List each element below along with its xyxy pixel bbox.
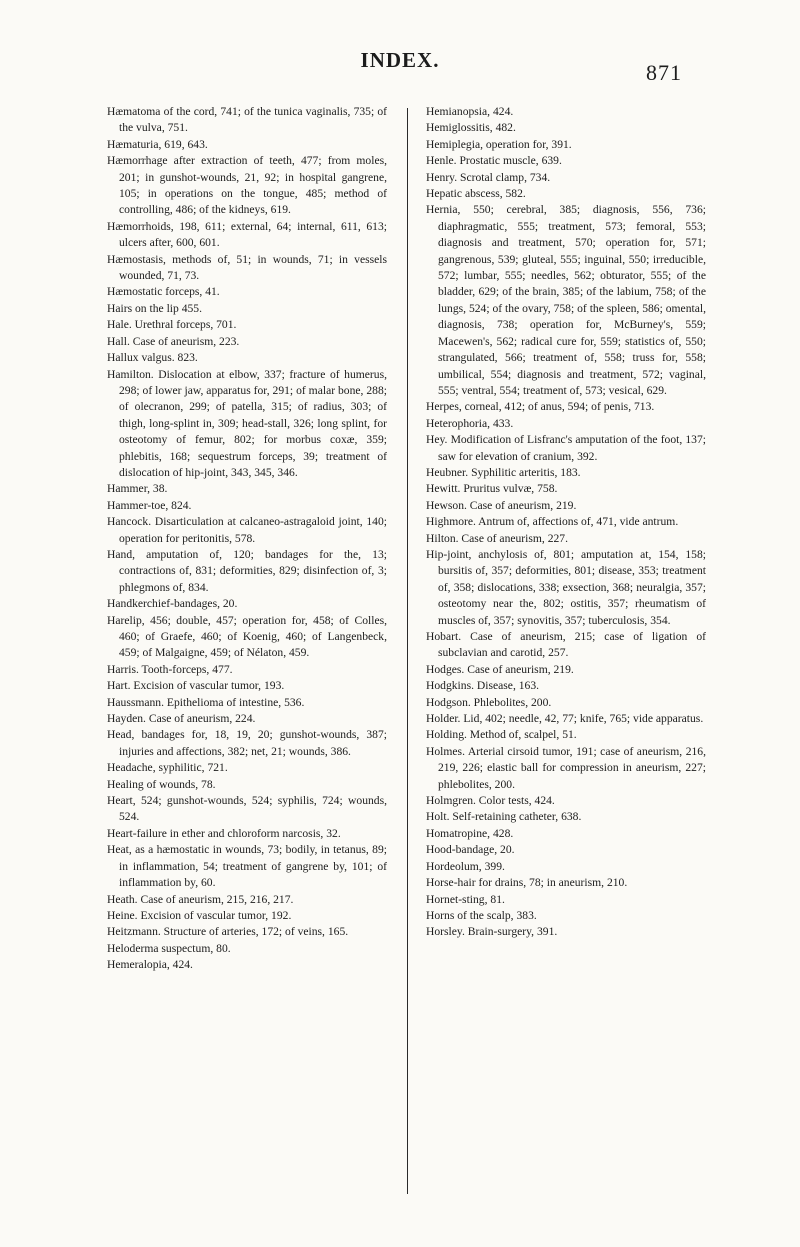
index-entry: Horns of the scalp, 383. [426,908,537,922]
index-entry: Homatropine, 428. [426,826,514,840]
page-number: 871 [646,60,682,85]
index-entry: Hodges. Case of aneurism, 219. [426,662,574,676]
index-entry: Henry. Scrotal clamp, 734. [426,170,551,184]
index-entry: Hobart. Case of aneurism, 215; case of ligation of subclavian and carotid, 257. [426,630,706,660]
index-entry: Hodgkins. Disease, 163. [426,679,540,693]
index-entry: Hilton. Case of aneurism, 227. [426,531,569,545]
running-head: INDEX. [360,48,440,72]
page-header [0,48,800,88]
index-entry: Haussmann. Epithelioma of intestine, 536. [107,695,305,709]
index-entry: Hemiplegia, operation for, 391. [426,137,572,151]
index-entry: Hæmatoma of the cord, 741; of the tunica vaginalis, 735; of the vulva, 751. [107,105,387,135]
index-entry: Hæmorrhoids, 198, 611; external, 64; internal, 611, 613; ulcers after, 600, 601. [107,219,387,250]
index-entry: Holding. Method of, scalpel, 51. [426,728,577,742]
index-entry: Hancock. Disarticulation at calcaneo-astragaloid joint, 140; operation for peritonitis, 578. [107,515,387,545]
index-entry: Heterophoria, 433. [426,416,514,430]
index-entry: Hernia, 550; cerebral, 385; diagnosis, 556, 736; diaphragmatic, 555; treatment, 573; femoral, 553; diagnosis and treatment, 570; operation for, 571; gangrenous, 539; gluteal, 555; inguinal, 550; irreducible, 572; lumbar, 555; needles, 562; obturator, 555; of the bladder, 629; of the brain, 385; of the labium, 758; of the lungs, 524; of the ovary, 758; of the spleen, 586; omental, diagnosis, 738; operation for, McBurney's, 559; Macewen's, 562; radical cure for, 559; statistics of, 550; strangulated, 566; treatment of, 558; truss for, 558; umbilical, 554; diagnosis and treatment, 572; vaginal, 555; ventral, 554; treatment of, 573; vesical, 629. [426,203,706,397]
index-entry: Hairs on the lip 455. [107,301,202,315]
index-entry: Holt. Self-retaining catheter, 638. [426,810,582,824]
index-entry: Hey. Modification of Lisfranc's amputation of the foot, 137; saw for elevation of cranium, 392. [426,433,706,463]
index-entry: Hood-bandage, 20. [426,843,515,857]
index-entry: Heat, as a hæmostatic in wounds, 73; bodily, in tetanus, 89; in inflammation, 54; treatment of gangrene by, 101; of inflammation by, 60. [107,843,387,890]
index-entry: Healing of wounds, 78. [107,777,216,791]
index-entry: Hodgson. Phlebolites, 200. [426,695,552,709]
index-entry: Hart. Excision of vascular tumor, 193. [107,679,285,693]
index-entry: Hall. Case of aneurism, 223. [107,334,240,348]
index-entry: Herpes, corneal, 412; of anus, 594; of penis, 713. [426,400,655,414]
index-entry: Horsley. Brain-surgery, 391. [426,925,558,939]
index-columns [107,104,713,1204]
index-entry: Holmgren. Color tests, 424. [426,794,555,808]
index-entry: Harris. Tooth-forceps, 477. [107,662,233,676]
index-entry: Heitzmann. Structure of arteries, 172; of veins, 165. [107,925,349,939]
index-entry: Hale. Urethral forceps, 701. [107,318,237,332]
index-entry: Hip-joint, anchylosis of, 801; amputation at, 154, 158; bursitis of, 357; deformities, 801; disease, 353; treatment of, 358; dislocations, 338; exsection, 368; neuralgia, 357; osteotomy near the, 802; ostitis, 357; rheumatism of muscles of, 357; synovitis, 357; tuberculosis, 354. [426,547,706,627]
index-entry: Heloderma suspectum, 80. [107,941,231,955]
column-divider [407,108,408,1194]
index-entry: Hammer-toe, 824. [107,498,192,512]
index-entry: Harelip, 456; double, 457; operation for, 458; of Colles, 460; of Graefe, 460; of Koenig, 460; of Langenbeck, 459; of Malgaigne, 459; of Nélaton, 459. [107,613,387,660]
index-entry: Heart-failure in ether and chloroform narcosis, 32. [107,826,341,840]
index-entry: Hamilton. Dislocation at elbow, 337; fracture of humerus, 298; of lower jaw, apparatus for, 291; of malar bone, 288; of olecranon, 299; of patella, 315; of radius, 303; of thigh, long-splint in, 309; head-stall, 326; long splint, for osteotomy of femur, 802; for morbus coxæ, 359; phlebitis, 168; sequestrum forceps, 39; treatment of dislocation of hip-joint, 343, 345, 346. [107,367,387,479]
index-entry: Hewitt. Pruritus vulvæ, 758. [426,482,558,496]
index-entry: Hordeolum, 399. [426,859,505,873]
index-entry: Heubner. Syphilitic arteritis, 183. [426,465,581,479]
index-entry: Heart, 524; gunshot-wounds, 524; syphilis, 724; wounds, 524. [107,794,387,824]
index-entry: Horse-hair for drains, 78; in aneurism, 210. [426,876,628,890]
index-entry: Holmes. Arterial cirsoid tumor, 191; case of aneurism, 216, 219, 226; elastic ball for compression in aneurism, 227; phlebolites, 200. [426,744,706,791]
index-entry: Hæmostasis, methods of, 51; in wounds, 71; in vessels wounded, 71, 73. [107,252,387,283]
index-entry: Hammer, 38. [107,482,168,496]
left-column [107,104,387,974]
index-entry: Heath. Case of aneurism, 215, 216, 217. [107,892,294,906]
index-entry: Hornet-sting, 81. [426,892,505,906]
index-entry: Heine. Excision of vascular tumor, 192. [107,908,292,922]
index-entry: Hemianopsia, 424. [426,105,514,118]
index-entry: Hewson. Case of aneurism, 219. [426,498,577,512]
index-entry: Hallux valgus. 823. [107,351,198,365]
index-entry: Hayden. Case of aneurism, 224. [107,712,256,726]
index-entry: Holder. Lid, 402; needle, 42, 77; knife, 765; vide apparatus. [426,712,704,726]
index-entry: Henle. Prostatic muscle, 639. [426,154,562,168]
index-entry: Highmore. Antrum of, affections of, 471, vide antrum. [426,515,679,529]
index-entry: Hæmostatic forceps, 41. [107,285,220,299]
right-column [426,104,706,941]
index-entry: Hemeralopia, 424. [107,958,193,972]
index-entry: Headache, syphilitic, 721. [107,761,228,775]
index-entry: Hepatic abscess, 582. [426,187,526,201]
index-entry: Hemiglossitis, 482. [426,121,516,135]
index-entry: Hæmaturia, 619, 643. [107,137,208,151]
index-entry: Hæmorrhage after extraction of teeth, 477; from moles, 201; in gunshot-wounds, 21, 92; in hospital gangrene, 105; in operations on the tongue, 485; method of controlling, 486; of the kidneys, 619. [107,154,387,217]
index-entry: Head, bandages for, 18, 19, 20; gunshot-wounds, 387; injuries and affections, 382; net, 21; wounds, 386. [107,728,387,758]
index-entry: Hand, amputation of, 120; bandages for the, 13; contractions of, 831; deformities, 829; disinfection of, 3; phlegmons of, 834. [107,547,387,594]
index-entry: Handkerchief-bandages, 20. [107,597,238,611]
